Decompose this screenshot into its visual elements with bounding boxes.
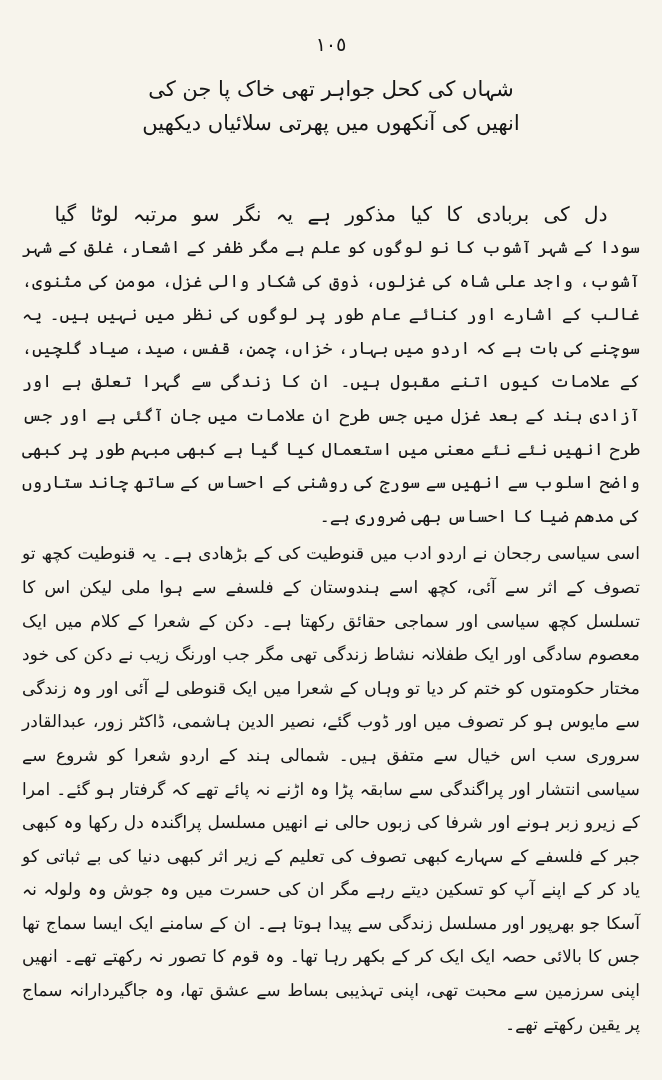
body-text xyxy=(22,232,640,1042)
couplet-line: انھیں کی آنکھوں میں پھرتی سلائیاں دیکھیں xyxy=(142,111,520,135)
page-number: ١٠٥ xyxy=(315,34,347,56)
couplet-line: شہاں کی کحل جواہر تھی خاک پا جن کی xyxy=(148,77,514,101)
paragraph: سودا کے شہر آشوب کا نو لوگوں کو علم ہے مگر ظفر کے اشعار، غلق کے شہر آشوب، واجد علی شاہ کی غزلوں، ذوق کی شکار والی غزل، مومن کی مثنوی، غالب کے اشارے اور کنائے عام طور پر لوگوں کی نظر میں نہیں ہیں۔ یہ سوچنے کی بات ہے کہ اردو میں بہار، خزاں، چمن، قفس، صید، صیاد گلچیں، کے علامات کیوں اتنے مقبول ہیں۔ ان کا زندگی سے گہرا تعلق ہے اور آزادی ہند کے بعد غزل میں جس طرح ان علامات میں جان آگئی ہے اور جس طرح انھیں نئے نئے معنی میں استعمال کیا گیا ہے کبھی مبہم طور پر کبھی واضح اسلوب سے انھیں سے سورج کی روشنی کے احساس کے ساتھ چاند ستاروں کی مدھم ضیا کا احساس بھی ضروری ہے۔ xyxy=(22,238,640,527)
opening-couplet xyxy=(62,72,600,140)
epigraph-verse: دل کی بربادی کا کیا مذکور ہے یہ نگر سو مرتبہ لوٹا گیا xyxy=(54,202,608,226)
paragraph: اسی سیاسی رجحان نے اردو ادب میں قنوطیت کی کے بڑھادی ہے۔ یہ قنوطیت کچھ تو تصوف کے اثر سے آئی، کچھ اسے ہندوستان کے فلسفے سے ہوا ملی لیکن اس کا تسلسل کچھ سیاسی اور سماجی حقائق رکھتا ہے۔ دکن کے شعرا کے کلام میں ایک معصوم سادگی اور ایک طفلانہ نشاط زندگی تھی مگر جب اورنگ زیب نے دکن کی خود مختار حکومتوں کو ختم کر دیا تو وہاں کے شعرا میں ایک قنوطی لے آئی اور وہ زندگی سے مایوس ہو کر تصوف میں اور ڈوب گئے، نصیر الدین ہاشمی، ڈاکٹر زور، عبدالقادر سروری سب اس خیال سے متفق ہیں۔ شمالی ہند کے اردو شعرا کو شروع سے سیاسی انتشار اور پراگندگی سے سابقہ پڑا وہ اڑنے نہ پائے تھے کہ گرفتار ہو گئے۔ امرا کے زیرو زبر ہونے اور شرفا کی زبوں حالی نے انھیں مسلسل پراگندہ دل رکھا وہ کبھی جبر کے فلسفے کے سہارے کبھی تصوف کی تعلیم کے زیر اثر کبھی دنیا کی بے ثباتی کو یاد کر کے اپنے آپ کو تسکین دیتے رہے مگر ان کی حسرت میں وہ جوش وہ ولولہ نہ آسکا جو بھرپور اور مسلسل زندگی سے پیدا ہوتا ہے۔ ان کے سامنے ایک ایسا سماج تھا جس کا بالائی حصہ ایک ایک کر کے بکھر رہا تھا۔ وہ قوم کا تصور نہ رکھتے تھے۔ انھیں اپنی سرزمین سے محبت تھی، اپنی تہذیبی بساط سے عشق تھا، وہ جاگیردارانہ سماج پر یقین رکھتے تھے۔ xyxy=(22,544,640,1035)
